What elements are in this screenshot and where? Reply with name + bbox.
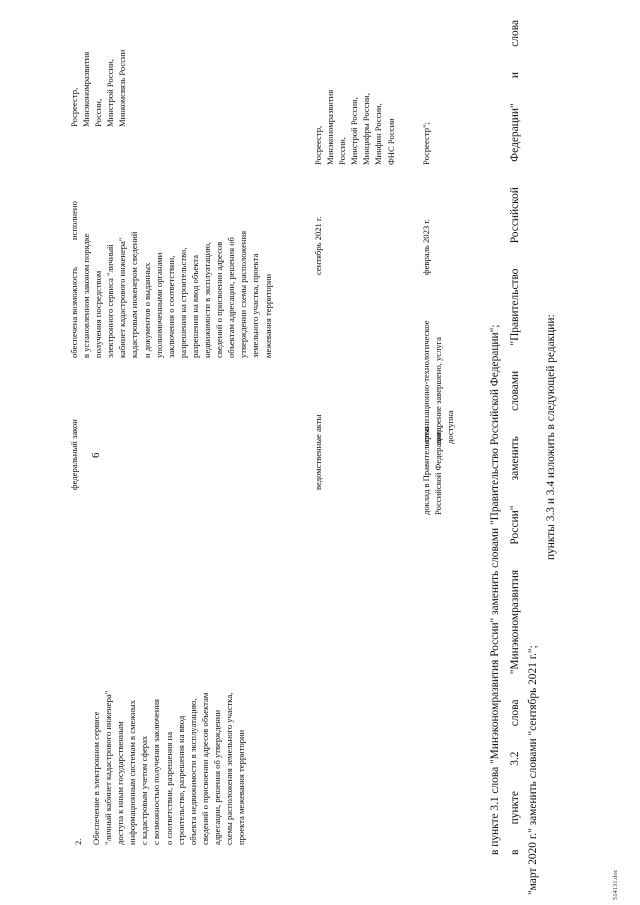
deadline: исполнено	[69, 201, 79, 240]
row-number: 2.	[73, 838, 83, 845]
document-footer: 514131.doc	[612, 869, 619, 900]
executors: Росреестр";	[421, 122, 431, 165]
expected-result: обеспечена возможность в установленном законом порядке получения посредством электронного сервиса "личный кабинет кадастрового инженера" кадастровым инженером сведений и документов о выданных уполномоченными органами заключения о соответствии, разрешения на строительство, разрешения на ввод объекта недвижимости в эксплуатацию, сведений о присвоении адресов объектам адресации, решения об утверждении схемы расположения земельного участка, проекта межевания территории	[69, 230, 273, 358]
expected-result: организационно-технологическое внедрение завершено, услуга доступна	[421, 320, 456, 444]
amendment-paragraph: в пункте 3.2 слова "Минэкономразвития России" заменить словами "Правительство Российской Федерации" и слова	[509, 20, 521, 855]
document-type: федеральный закон	[69, 419, 79, 490]
executors: Росреестр, Минэкономразвития России, Минстрой России, Минкомсвязь России	[69, 49, 128, 127]
deadline: февраль 2023 г.	[421, 218, 431, 275]
amendment-paragraph: в пункте 3.1 слова "Минэкономразвития России" заменить словами "Правительство Российской Федерации";	[489, 324, 501, 855]
page-number: 6	[90, 452, 102, 458]
amendment-paragraph: пункты 3.3 и 3.4 изложить в следующей редакции:	[545, 314, 557, 560]
document-type: доклад в Правительство Российской Федерации	[421, 426, 444, 515]
measure-description: Обеспечение в электронном сервисе "личный кабинет кадастрового инженера" доступа к иным государственным информационным системам в смежных с кадастровым учетом сферах с возможностью получения заключения о соответствии, разрешения на строительство, разрешения на ввод объекта недвижимости в эксплуатацию, сведений о присвоении адресов объектам адресации, решения об утверждении схемы расположения земельного участка, проекта межевания территории	[91, 690, 247, 845]
deadline: сентябрь 2021 г.	[313, 216, 323, 275]
amendment-paragraph: "март 2020 г." заменить словами "сентябрь 2021 г.";	[527, 645, 539, 895]
executors: Росреестр, Минэкономразвития России, Минстрой России, Минцифры России, Минфин России, ФНС России	[313, 89, 396, 165]
document-type: ведомственные акты	[313, 414, 323, 490]
